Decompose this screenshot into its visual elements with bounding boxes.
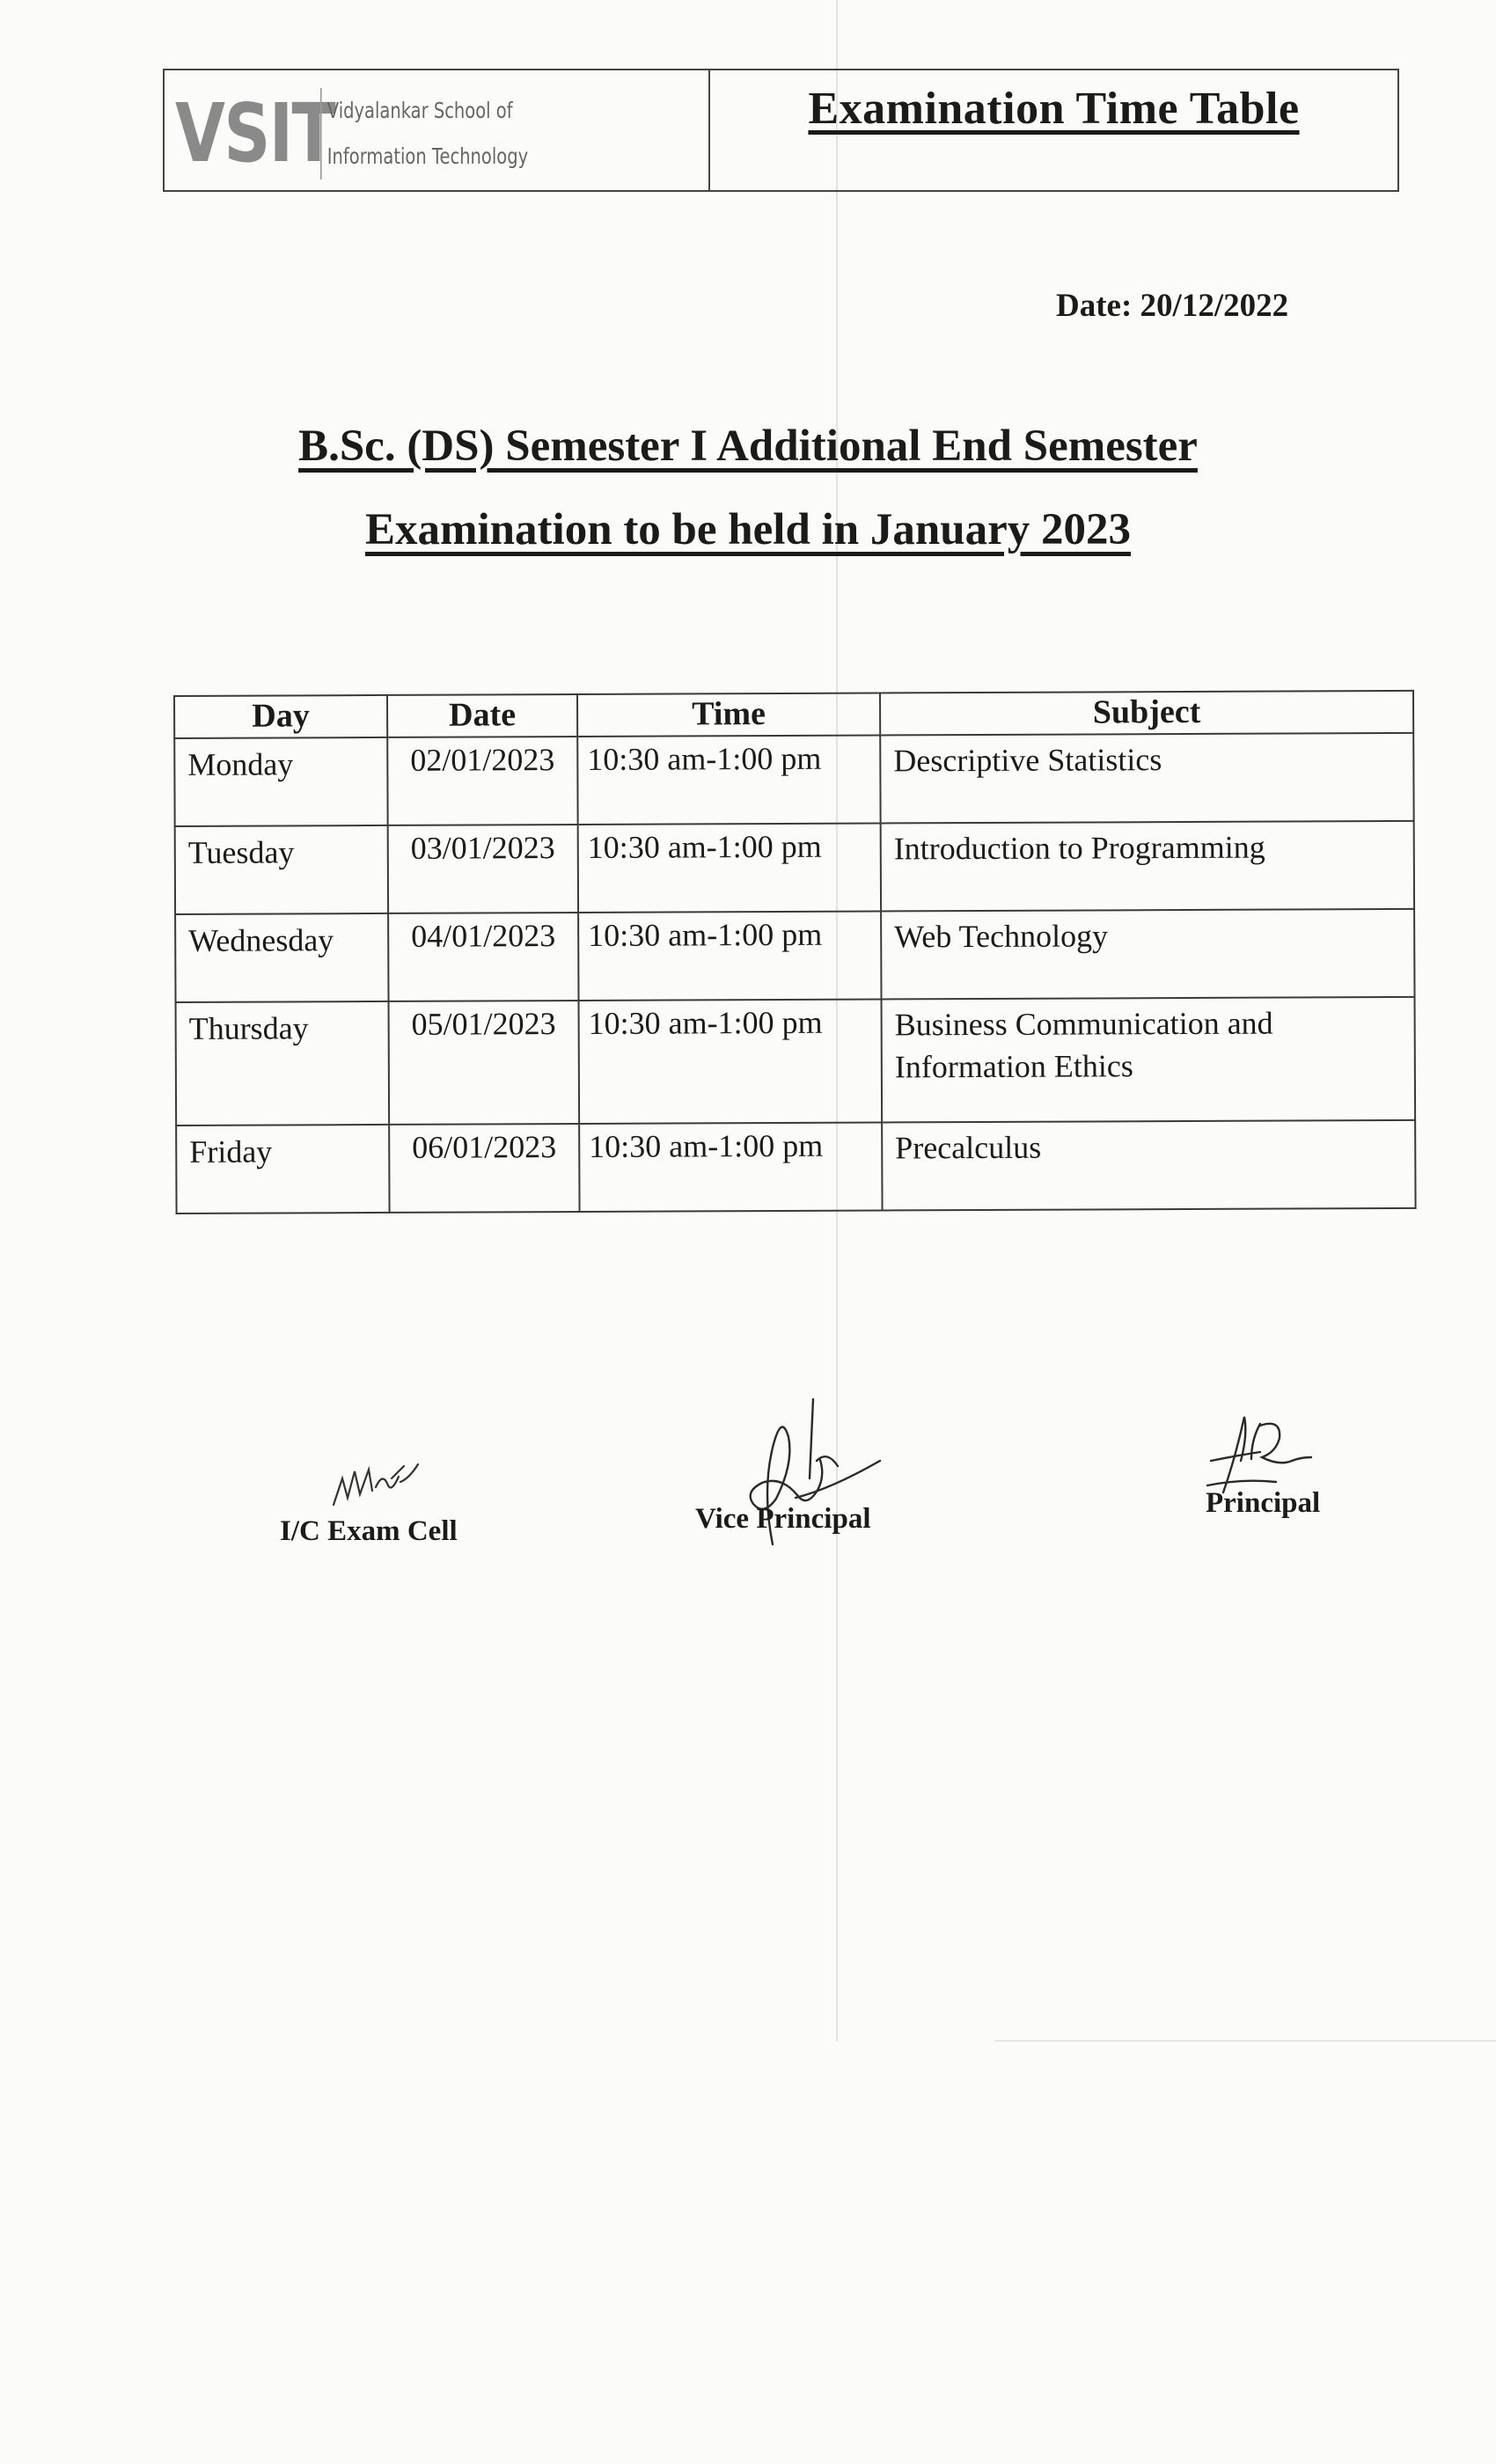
- vice-principal-label: Vice Principal: [695, 1503, 871, 1535]
- cell-date: 04/01/2023: [388, 913, 578, 1001]
- table-row: [176, 997, 1416, 1126]
- cell-time: 10:30 am-1:00 pm: [578, 823, 881, 913]
- title-cell: [710, 70, 1397, 190]
- exam-cell-signature: [330, 1452, 427, 1514]
- cell-time: 10:30 am-1:00 pm: [579, 1122, 882, 1212]
- cell-subject: Introduction to Programming: [881, 821, 1414, 912]
- timetable: [173, 690, 1417, 1214]
- logo-mark: VSIT: [175, 86, 335, 180]
- exam-cell-label: I/C Exam Cell: [280, 1515, 458, 1547]
- logo-text: [320, 88, 528, 180]
- cell-day: Wednesday: [175, 913, 388, 1002]
- cell-subject: Descriptive Statistics: [880, 733, 1413, 824]
- cell-day: Monday: [174, 737, 387, 826]
- header-date: Date: [387, 694, 577, 737]
- letterhead: [163, 69, 1399, 192]
- table-row: [175, 909, 1414, 1002]
- document-title: Examination Time Table: [808, 84, 1300, 134]
- cell-date: 05/01/2023: [389, 1001, 580, 1125]
- header-time: Time: [577, 693, 880, 737]
- cell-day: Thursday: [176, 1001, 390, 1126]
- table-row: [175, 821, 1414, 914]
- cell-subject: Web Technology: [881, 909, 1414, 1000]
- cell-subject: Precalculus: [882, 1120, 1415, 1211]
- issue-date: Date: 20/12/2022: [1056, 288, 1289, 324]
- cell-time: 10:30 am-1:00 pm: [577, 735, 880, 825]
- cell-date: 06/01/2023: [389, 1124, 579, 1213]
- cell-subject: Business Communication and Information Ethics: [882, 997, 1416, 1123]
- paper-edge-line: [994, 2040, 1496, 2042]
- cell-day: Friday: [176, 1125, 389, 1214]
- table-header-row: [174, 691, 1413, 738]
- heading-line-2: Examination to be held in January 2023: [365, 505, 1131, 554]
- heading-line-1: B.Sc. (DS) Semester I Additional End Semester: [298, 422, 1198, 471]
- logo-line-1: Vidyalankar School of: [326, 98, 513, 123]
- table-row: [174, 733, 1413, 826]
- cell-day: Tuesday: [175, 825, 388, 914]
- cell-time: 10:30 am-1:00 pm: [579, 999, 883, 1123]
- header-subject: Subject: [880, 691, 1413, 736]
- cell-date: 03/01/2023: [388, 825, 578, 913]
- header-day: Day: [174, 695, 387, 738]
- table-row: [176, 1120, 1415, 1214]
- institute-logo: [165, 70, 710, 190]
- cell-date: 02/01/2023: [387, 737, 577, 825]
- principal-label: Principal: [1206, 1487, 1321, 1519]
- cell-time: 10:30 am-1:00 pm: [578, 911, 881, 1001]
- logo-line-2: Information Technology: [326, 143, 529, 169]
